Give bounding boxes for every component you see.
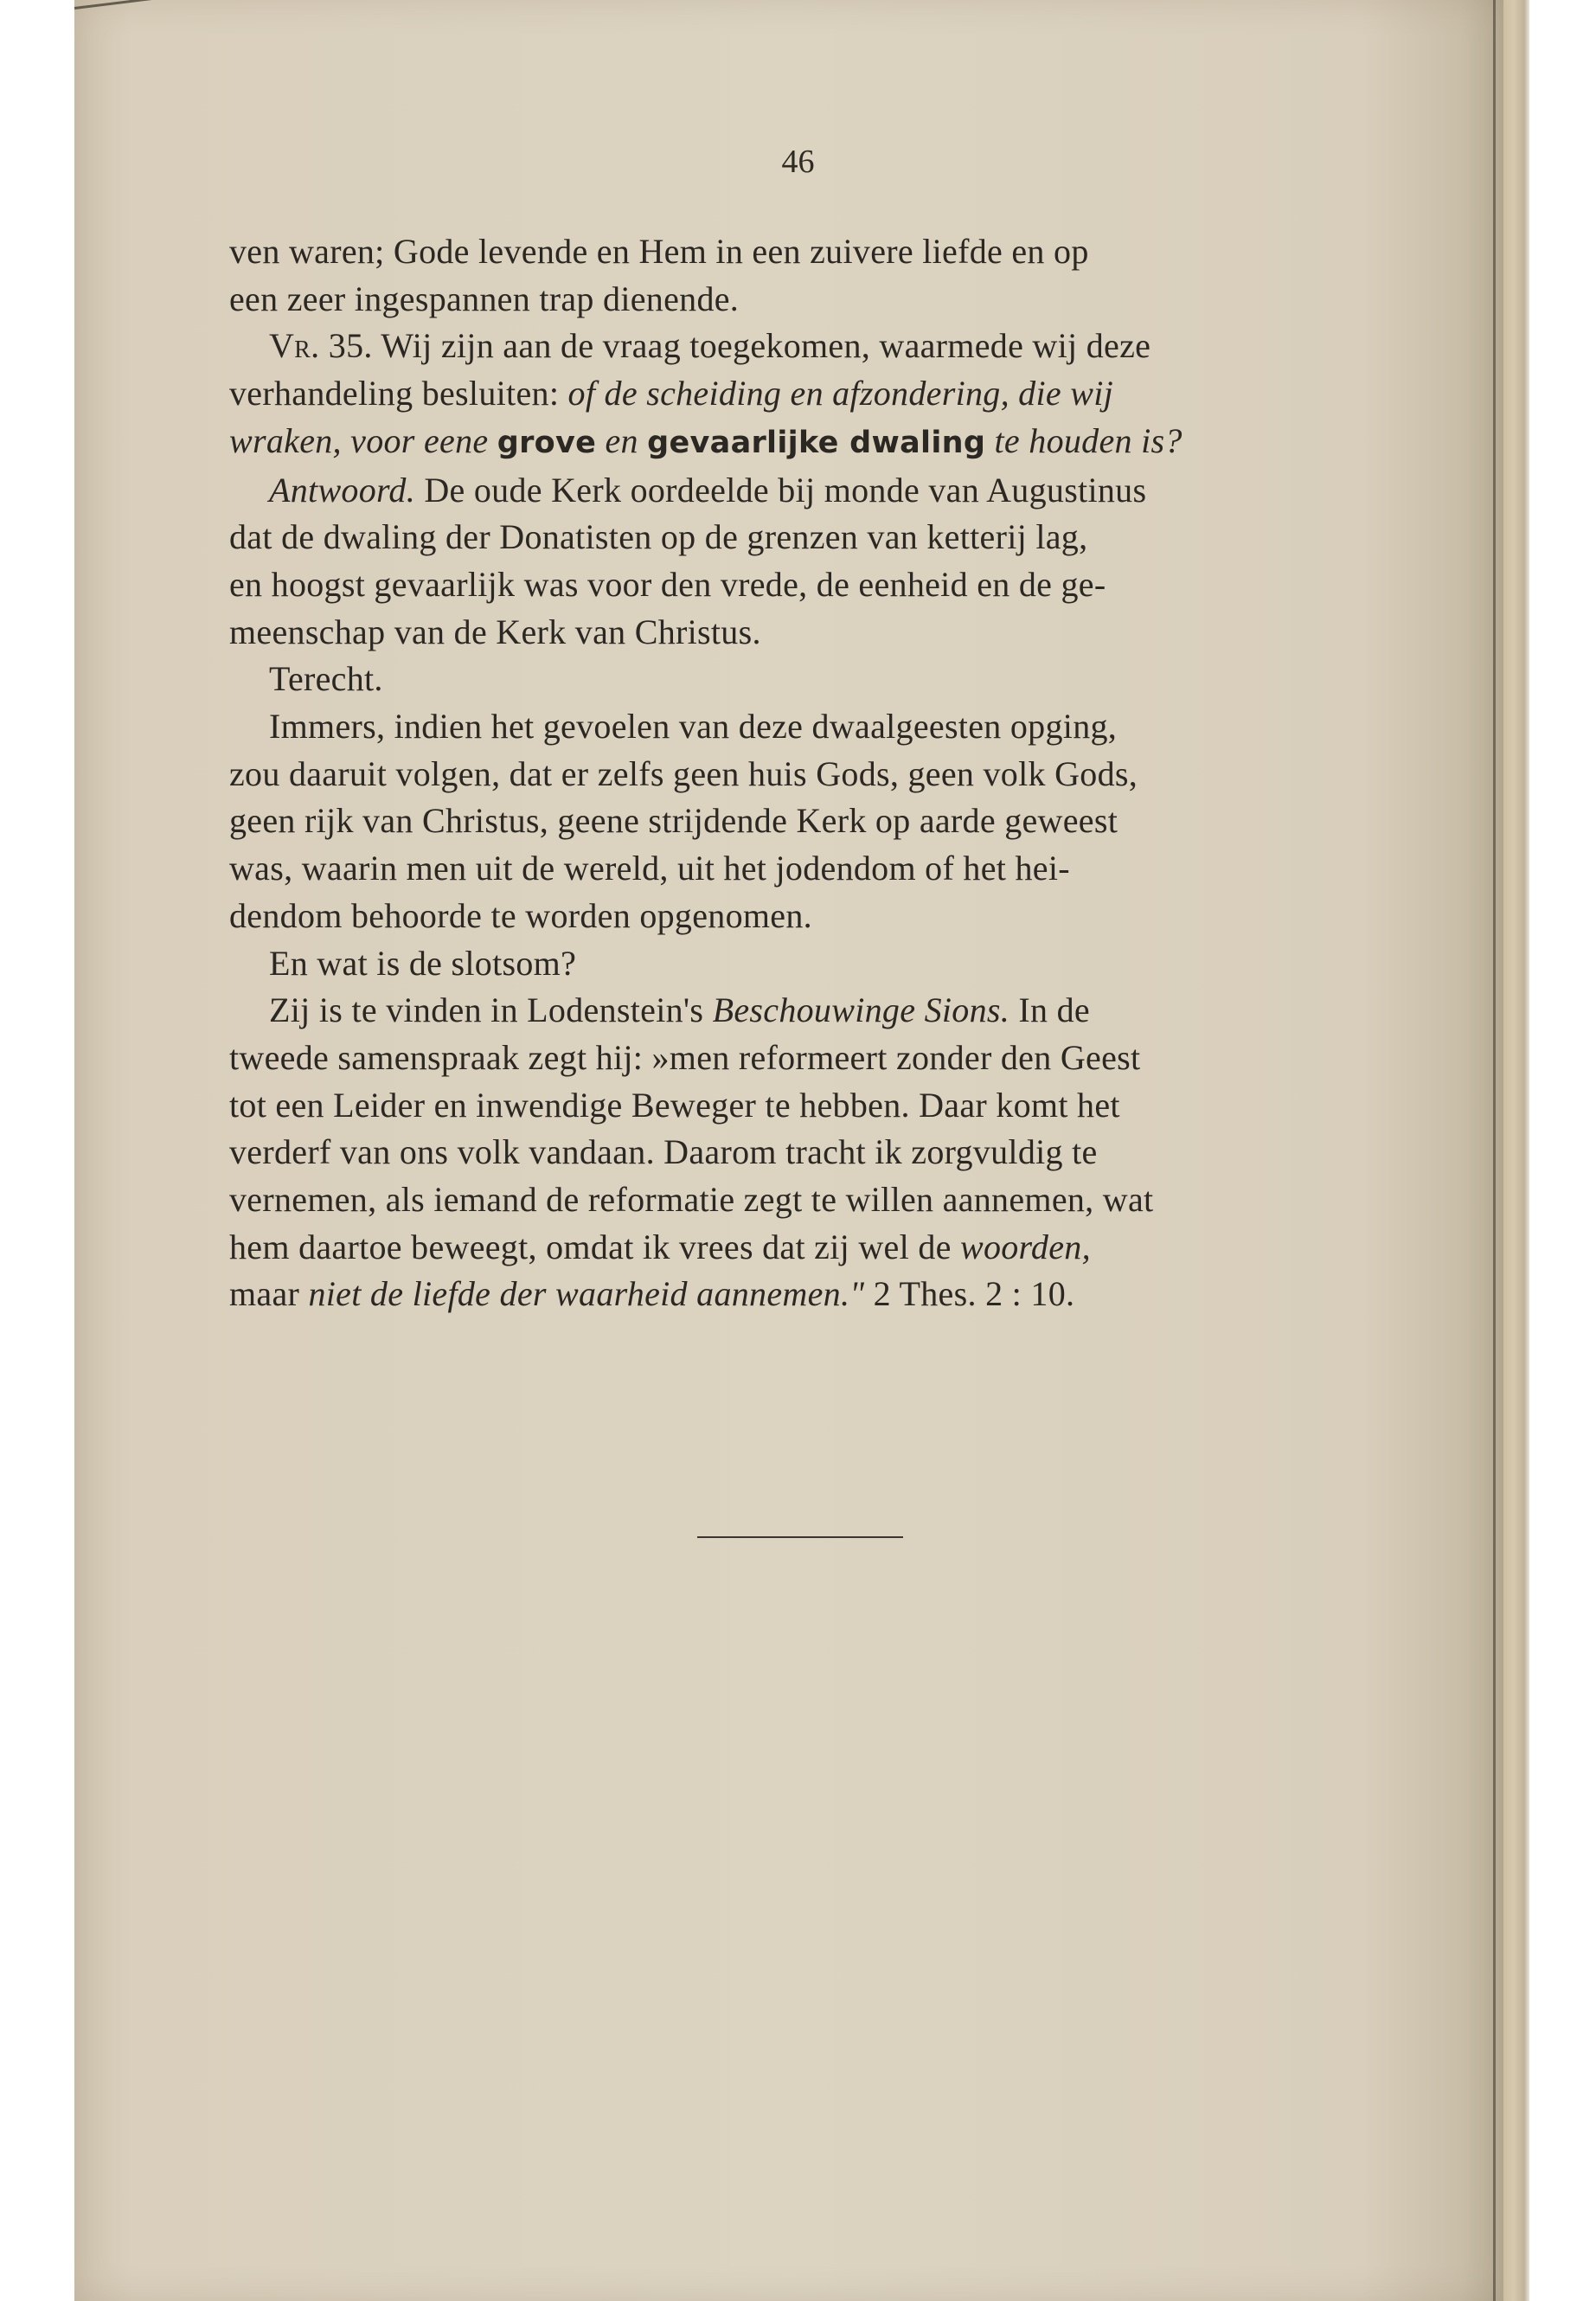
line <box>229 1224 1373 1272</box>
italic-text: woorden, <box>959 1227 1091 1266</box>
line: zou daaruit volgen, dat er zelfs geen huis Gods, geen volk Gods, <box>229 753 1138 793</box>
line: tot een Leider en inwendige Beweger te hebben. Daar komt het <box>229 1085 1120 1125</box>
line: verderf van ons volk vandaan. Daarom tracht ik zorgvuldig te <box>229 1132 1098 1172</box>
line <box>229 418 1373 467</box>
line: dat de dwaling der Donatisten op de grenzen van ketterij lag, <box>229 517 1088 557</box>
line: Terecht. <box>269 659 383 699</box>
body-text <box>229 228 1373 1318</box>
italic-text: en <box>605 420 638 460</box>
answer-line <box>229 467 1373 515</box>
line: vernemen, als iemand de reformatie zegt te willen aannemen, wat <box>229 1180 1154 1220</box>
line-text: hem daartoe beweegt, omdat ik vrees dat zij wel de <box>229 1227 960 1266</box>
italic-text: niet de liefde der waarheid aannemen." <box>308 1274 865 1314</box>
line: dendom behoorde te worden opgenomen. <box>229 895 812 935</box>
page-edge <box>1503 0 1529 2301</box>
question-text: 35. Wij zijn aan de vraag toegekomen, waarmede wij deze <box>319 326 1151 366</box>
line: En wat is de slotsom? <box>269 943 577 983</box>
question-line <box>229 323 1373 370</box>
line: Immers, indien het gevoelen van deze dwaalgeesten opging, <box>269 707 1118 747</box>
line: was, waarin men uit de wereld, uit het jodendom of het hei- <box>229 849 1070 888</box>
line-text: De oude Kerk oordeelde bij monde van Augustinus <box>415 470 1147 510</box>
italic-title: Beschouwinge Sions. <box>712 990 1010 1030</box>
line <box>229 987 1373 1035</box>
italic-text: te houden is? <box>994 420 1183 460</box>
line: en hoogst gevaarlijk was voor den vrede, de eenheid en de ge- <box>229 564 1106 604</box>
line <box>229 1271 1373 1318</box>
italic-text: of de scheiding en afzondering, die wij <box>567 374 1114 413</box>
line-text: 2 Thes. 2 : 10. <box>864 1274 1075 1314</box>
line: ven waren; Gode levende en Hem in een zuivere liefde en op <box>229 232 1089 271</box>
line <box>229 370 1373 418</box>
line-text: In de <box>1010 990 1090 1030</box>
italic-text: wraken, voor eene <box>229 420 489 460</box>
line: meenschap van de Kerk van Christus. <box>229 612 761 651</box>
line: tweede samenspraak zegt hij: »men reformeert zonder den Geest <box>229 1037 1141 1077</box>
line: geen rijk van Christus, geene strijdende Kerk op aarde geweest <box>229 801 1118 841</box>
page-binding-line <box>1493 0 1496 2301</box>
line-text: maar <box>229 1274 309 1314</box>
bold-text: grove <box>497 425 597 460</box>
end-rule <box>697 1536 903 1538</box>
question-label: Vr. <box>269 326 320 366</box>
bold-text: gevaarlijke dwaling <box>647 425 986 460</box>
line-text: Zij is te vinden in Lodenstein's <box>269 990 713 1030</box>
page-number: 46 <box>781 144 815 180</box>
line: een zeer ingespannen trap dienende. <box>229 279 740 318</box>
answer-label: Antwoord. <box>269 470 416 510</box>
line-text: verhandeling besluiten: <box>229 374 568 413</box>
